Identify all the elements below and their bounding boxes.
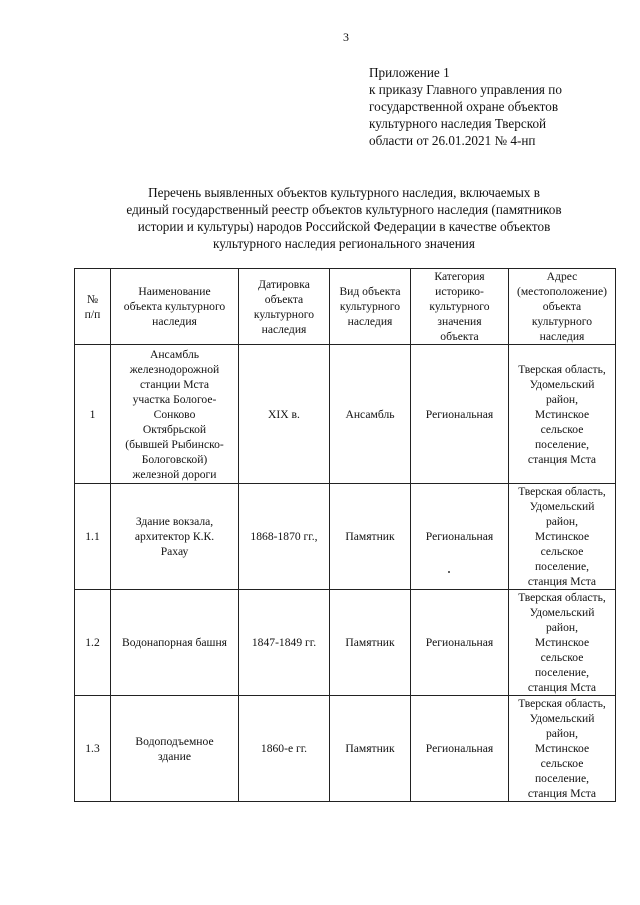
cell-kind: Ансамбль [330, 345, 411, 484]
appendix-line: к приказу Главного управления по [369, 82, 562, 97]
header-line: Наименование [138, 285, 211, 298]
cell-name-line: Октябрьской [142, 422, 207, 436]
cell-address-line: Мстинское [534, 530, 590, 543]
cell-address-line: сельское [540, 757, 584, 770]
cell-address-line: сельское [540, 422, 584, 436]
cell-address-line: Тверская область, [518, 591, 606, 604]
cell-address-line: район, [545, 392, 579, 406]
cell-name-line: Здание вокзала, [135, 515, 214, 528]
cell-address-line: Удомельский [529, 500, 595, 513]
cell-address-line: Удомельский [529, 712, 595, 725]
cell-address-line: поселение, [534, 437, 590, 451]
cell-name-line: архитектор К.К. [134, 530, 215, 543]
cell-number: 1.2 [75, 590, 111, 696]
table-row [75, 484, 616, 590]
title-line: Перечень выявленных объектов культурного наследия, включаемых в [148, 185, 540, 200]
cell-category: Региональная [411, 345, 509, 484]
header-line: Датировка [258, 277, 310, 291]
header-line: историко- [435, 285, 484, 298]
document-title [76, 184, 612, 252]
page-number: 3 [343, 30, 349, 44]
cell-category: Региональная [411, 484, 509, 590]
cell-address-line: станция Мста [527, 452, 597, 466]
cell-name-line: Водонапорная башня [122, 636, 227, 649]
cell-address-line: Мстинское [534, 742, 590, 755]
header-address [509, 269, 616, 345]
cell-name-line: железной дороги [132, 467, 217, 481]
cell-name [111, 484, 239, 590]
cell-category: Региональная [411, 696, 509, 802]
cell-number: 1 [75, 345, 111, 484]
cell-address-line: Удомельский [529, 606, 595, 619]
cell-address-line: Тверская область, [518, 362, 606, 376]
cell-address [509, 484, 616, 590]
appendix-line: области от 26.01.2021 № 4-нп [369, 133, 536, 148]
appendix-note [369, 64, 619, 149]
cell-address-line: сельское [540, 545, 584, 558]
cell-address-line: поселение, [534, 560, 590, 573]
cell-name-line: участка Бологое- [132, 392, 217, 406]
cell-address-line: станция Мста [527, 681, 597, 694]
cell-name [111, 590, 239, 696]
table-header-row [75, 269, 616, 345]
cell-number: 1.3 [75, 696, 111, 802]
header-number [75, 269, 111, 345]
cell-date: 1847-1849 гг. [239, 590, 330, 696]
appendix-line: Приложение 1 [369, 65, 450, 80]
header-date [239, 269, 330, 345]
header-line: культурного [429, 300, 490, 313]
title-line: культурного наследия регионального значения [213, 236, 475, 251]
cell-address-line: район, [545, 515, 579, 528]
cell-name [111, 345, 239, 484]
cell-number: 1.1 [75, 484, 111, 590]
cell-address-line: Удомельский [529, 377, 595, 391]
table-body [75, 345, 616, 802]
cell-address-line: Мстинское [534, 636, 590, 649]
header-line: значения [437, 315, 482, 328]
header-kind [330, 269, 411, 345]
cell-address-line: район, [545, 727, 579, 740]
header-line: объекта [542, 300, 582, 313]
cell-category: Региональная [411, 590, 509, 696]
cell-kind: Памятник [330, 484, 411, 590]
cell-address-line: поселение, [534, 772, 590, 785]
table-row [75, 696, 616, 802]
cell-name-line: Бологовской) [141, 452, 208, 466]
header-name [111, 269, 239, 345]
cell-kind: Памятник [330, 590, 411, 696]
cell-address-line: сельское [540, 651, 584, 664]
cell-date: XIX в. [239, 345, 330, 484]
cell-address-line: Тверская область, [518, 697, 606, 710]
cell-name-line: здание [158, 749, 191, 763]
cell-kind: Памятник [330, 696, 411, 802]
cell-name-line: (бывшей Рыбинско- [125, 437, 224, 451]
header-line: Категория [434, 270, 485, 283]
cell-name-line: Рахау [160, 545, 189, 558]
header-line: наследия [261, 322, 307, 336]
header-line: объекта [440, 330, 479, 343]
cell-address-line: станция Мста [527, 575, 597, 588]
cell-name-line: Водоподъемное [135, 734, 214, 748]
cell-address [509, 345, 616, 484]
header-line: объекта [264, 292, 304, 306]
header-line: культурного [253, 307, 315, 321]
cell-address [509, 696, 616, 802]
header-line: п/п [84, 307, 101, 321]
header-line: культурного [531, 315, 593, 328]
cell-address [509, 590, 616, 696]
cell-name-line: станции Мста [139, 377, 210, 391]
header-line: наследия [539, 330, 585, 343]
cell-address-line: Мстинское [534, 407, 590, 421]
cell-address-line: поселение, [534, 666, 590, 679]
cell-date: 1868-1870 гг., [239, 484, 330, 590]
cell-address-line: район, [545, 621, 579, 634]
table-row [75, 590, 616, 696]
header-line: Вид объекта [339, 285, 401, 298]
cell-address-line: Тверская область, [518, 485, 606, 498]
header-line: культурного [339, 300, 401, 313]
title-line: единый государственный реестр объектов культурного наследия (памятников [126, 202, 562, 217]
cell-date: 1860-е гг. [239, 696, 330, 802]
header-line: наследия [152, 315, 197, 328]
heritage-table [74, 268, 616, 802]
scan-speck [448, 571, 450, 573]
table-row [75, 345, 616, 484]
cell-name [111, 696, 239, 802]
header-line: Адрес [546, 270, 578, 283]
cell-address-line: станция Мста [527, 787, 597, 800]
header-line: наследия [347, 315, 393, 328]
header-line: (местоположение) [516, 285, 608, 298]
cell-name-line: Сонково [153, 407, 196, 421]
cell-name-line: Ансамбль [149, 347, 200, 361]
cell-name-line: железнодорожной [129, 362, 220, 376]
header-category [411, 269, 509, 345]
header-line: объекта культурного [123, 300, 226, 313]
header-line: № [86, 292, 99, 306]
appendix-line: культурного наследия Тверской [369, 116, 547, 131]
appendix-line: государственной охране объектов [369, 99, 559, 114]
title-line: истории и культуры) народов Российской Федерации в качестве объектов [137, 219, 551, 234]
